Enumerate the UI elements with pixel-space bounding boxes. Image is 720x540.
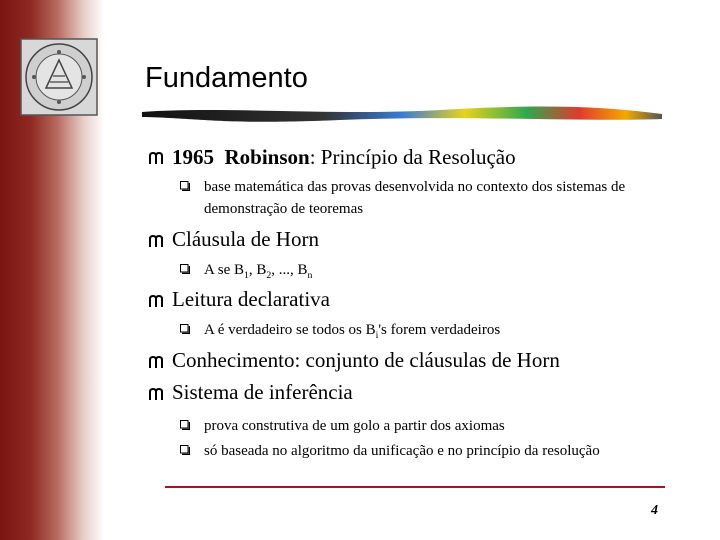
- q-box-icon: [180, 324, 190, 334]
- q-box-icon: [180, 264, 190, 274]
- m-bullet-icon: [149, 355, 163, 369]
- q-box-icon: [180, 445, 190, 455]
- bullet-year: 1965: [172, 145, 214, 169]
- bullet-name: Robinson: [224, 145, 310, 169]
- sub-bullet-resolution-basis: base matemática das provas desenvolvida no contexto dos sistemas de demonstração de teoremas: [204, 179, 626, 217]
- m-bullet-icon: [149, 387, 163, 401]
- footer-rule: [165, 486, 665, 488]
- m-bullet-icon: [149, 294, 163, 308]
- university-seal-logo: [20, 38, 98, 116]
- bullet-horn-clause: Cláusula de Horn: [172, 227, 319, 251]
- q-box-icon: [180, 181, 190, 191]
- m-bullet-icon: [149, 151, 163, 165]
- title-underline-brushstroke: [140, 102, 665, 124]
- bullet-declarative-reading: Leitura declarativa: [172, 287, 330, 311]
- bullet-robinson: [172, 145, 516, 169]
- sub-bullet-horn-form: A se $B_1$, $B_2$, ..., $B_n$: [204, 262, 313, 281]
- bullet-knowledge: Conhecimento: conjunto de cláusulas de Horn: [172, 348, 560, 372]
- page-number: 4: [651, 503, 658, 518]
- slide-title: Fundamento: [145, 62, 308, 94]
- m-bullet-icon: [149, 234, 163, 248]
- sub-bullet-unification: só baseada no algoritmo da unificação e no princípio da resolução: [204, 443, 600, 459]
- bullet-inference-system: Sistema de inferência: [172, 380, 353, 404]
- sub-bullet-declarative-meaning: A é verdadeiro se todos os $B_i's$ forem verdadeiros: [204, 322, 501, 341]
- q-box-icon: [180, 420, 190, 430]
- sub-bullet-constructive-proof: prova construtiva de um golo a partir dos axiomas: [204, 418, 505, 434]
- bullet-rest: : Princípio da Resolução: [309, 145, 516, 169]
